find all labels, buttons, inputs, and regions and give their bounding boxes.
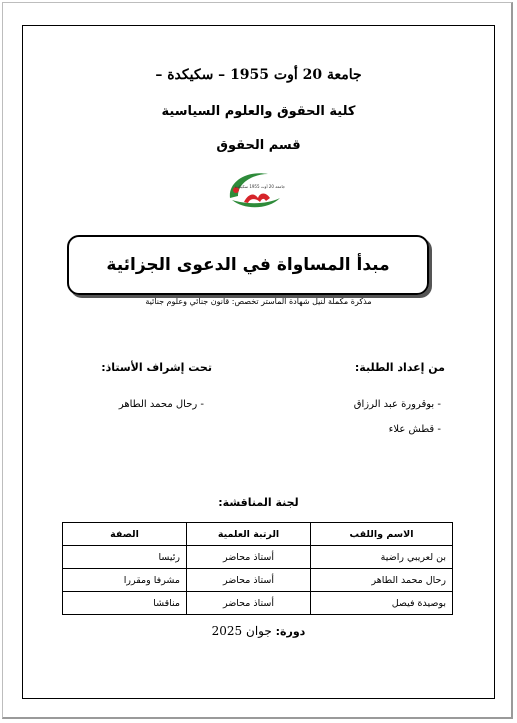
university-logo-icon: [224, 168, 288, 212]
jury-member-role: مشرفا ومقررا: [63, 569, 187, 592]
jury-member-name: بوصيدة فيصل: [311, 592, 453, 615]
column-header-role: الصفة: [63, 523, 187, 546]
jury-member-name: رحال محمد الطاهر: [311, 569, 453, 592]
student-name: - قطش علاء: [388, 424, 441, 435]
column-header-rank: الرتبة العلمية: [187, 523, 311, 546]
jury-member-rank: أستاذ محاضر: [187, 569, 311, 592]
table-row: [63, 592, 453, 615]
logo-text: جامعة 20 أوت 1955 سكيكدة: [234, 184, 286, 189]
jury-heading: لجنة المناقشة:: [218, 496, 299, 509]
student-name: - بوقرورة عبد الرزاق: [353, 399, 441, 410]
session-line: [0, 624, 517, 638]
jury-table-header-row: [63, 523, 453, 546]
jury-member-role: مناقشا: [63, 592, 187, 615]
session-label: دورة:: [275, 625, 306, 638]
table-row: [63, 546, 453, 569]
supervisor-name: - رحال محمد الطاهر: [118, 399, 204, 410]
jury-table: [62, 522, 453, 615]
faculty-name: كلية الحقوق والعلوم السياسية: [161, 104, 356, 119]
students-heading: من إعداد الطلبة:: [354, 361, 445, 374]
thesis-title: مبدأ المساواة في الدعوى الجزائية: [106, 255, 390, 275]
thesis-title-box: [67, 235, 429, 295]
jury-member-rank: أستاذ محاضر: [187, 592, 311, 615]
memo-description: مذكرة مكملة لنيل شهادة الماستر تخصص: قانون جنائي وعلوم جنائية: [145, 297, 372, 306]
department-name: قسم الحقوق: [216, 138, 301, 153]
supervisor-heading: تحت إشراف الأستاذ:: [101, 361, 212, 374]
university-name: جامعة 20 أوت 1955 – سكيكدة –: [155, 67, 362, 83]
column-header-name: الاسم واللقب: [311, 523, 453, 546]
jury-member-role: رئيسا: [63, 546, 187, 569]
jury-member-rank: أستاذ محاضر: [187, 546, 311, 569]
session-value: جوان 2025: [211, 624, 272, 638]
jury-member-name: بن لعريبي راضية: [311, 546, 453, 569]
table-row: [63, 569, 453, 592]
